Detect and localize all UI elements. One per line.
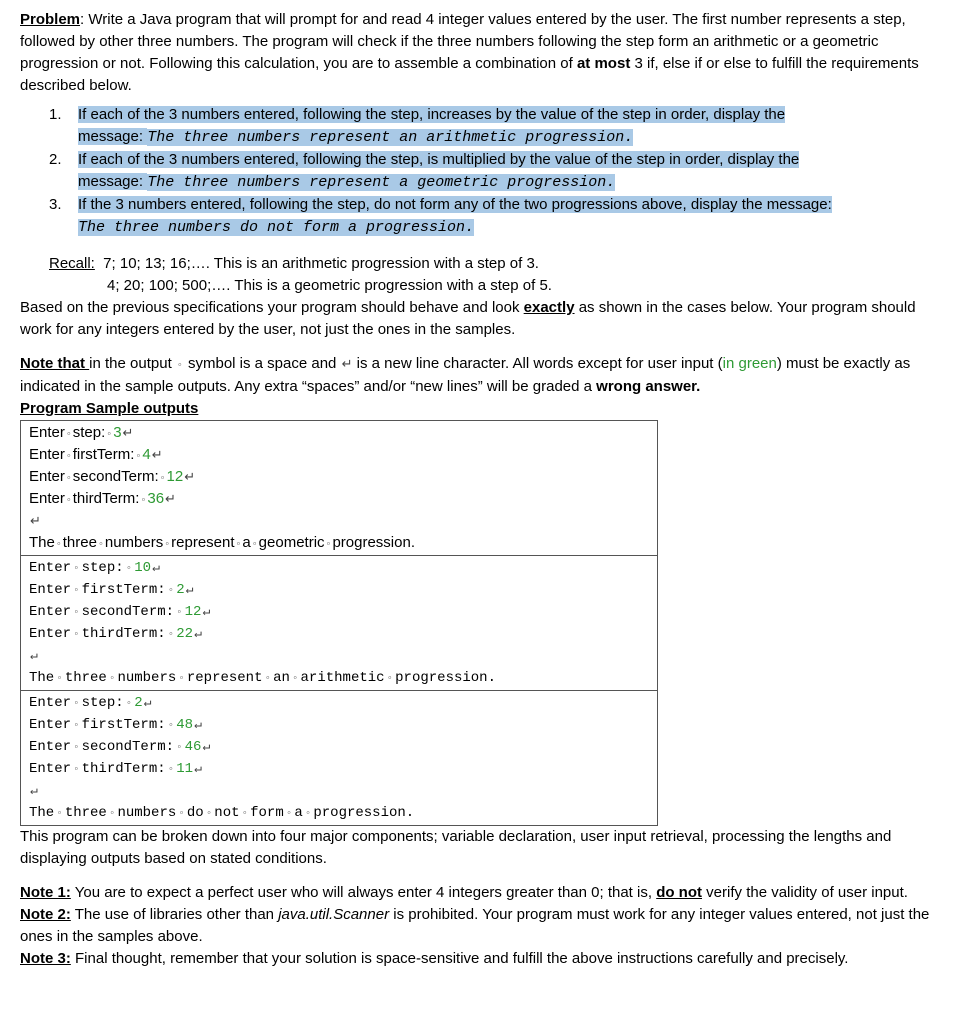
requirement-msg-prefix: message: <box>78 128 148 145</box>
space-symbol-icon: ◦ <box>177 359 182 371</box>
recall-line-1: 7; 10; 13; 16;…. This is an arithmetic progression with a step of 3. <box>103 255 539 272</box>
newline-symbol-icon: ↵ <box>30 648 38 663</box>
space-symbol-icon: ◦ <box>136 450 141 462</box>
newline-symbol-icon: ↵ <box>184 469 196 484</box>
space-symbol-icon: ◦ <box>66 494 71 506</box>
note-3-paragraph <box>20 948 935 970</box>
prompt-line <box>29 714 657 736</box>
space-symbol-icon: ◦ <box>73 698 80 710</box>
prompt-label: Enter ◦ firstTerm: <box>29 717 166 733</box>
requirement-number: 2. <box>49 151 62 168</box>
requirement-text: If each of the 3 numbers entered, following the step, increases by the value of the step in order, display the <box>78 106 786 123</box>
space-symbol-icon: ◦ <box>386 673 394 685</box>
requirement-item <box>20 194 935 239</box>
note-3-text: Final thought, remember that your solution is space-sensitive and fulfill the above instructions carefully and precisely. <box>70 950 849 967</box>
user-input-value: 12 <box>184 604 202 620</box>
user-input-value: 12 <box>166 468 184 485</box>
newline-symbol-icon: ↵ <box>185 582 194 597</box>
note-that-text-3: is a new line character. All words except for user input ( <box>352 355 723 372</box>
note-1-text: You are to expect a perfect user who will always enter 4 integers greater than 0; that is, <box>70 884 657 901</box>
prompt-label: Enter ◦ step: <box>29 424 106 441</box>
newline-symbol-icon: ↵ <box>194 626 202 641</box>
space-symbol-icon: ◦ <box>264 673 272 685</box>
based-on-text-end: as shown in the cases below. Your program should work for any integers entered by the user, not just the ones in the samples. <box>20 299 916 338</box>
exactly-emphasis: exactly <box>523 299 575 316</box>
result-line: The ◦ three ◦ numbers ◦ do ◦ not ◦ form ◦ a ◦ progression. <box>29 805 415 821</box>
problem-text: : Write a Java program that will prompt for and read 4 integer values entered by the user. The first number represents a step, followed by other three numbers. The program will check if the three numbers following the step form an arithmetic or a geometric progression or not. Following this calculation, you are to assemble a combination of <box>20 11 906 72</box>
library-name: java.util.Scanner <box>278 906 390 923</box>
requirement-message: The three numbers represent an arithmetic progression. <box>147 129 634 146</box>
space-symbol-icon: ◦ <box>167 585 175 597</box>
space-symbol-icon: ◦ <box>98 538 103 550</box>
space-symbol-icon: ◦ <box>73 720 80 732</box>
requirement-text: If each of the 3 numbers entered, following the step, is multiplied by the value of the step in order, display the <box>78 151 800 168</box>
document-page <box>20 9 935 970</box>
newline-symbol-icon: ↵ <box>152 560 160 575</box>
result-line: The ◦ three ◦ numbers ◦ represent ◦ an ◦ arithmetic ◦ progression. <box>29 670 496 686</box>
space-symbol-icon: ◦ <box>125 563 133 575</box>
prompt-line <box>29 422 657 444</box>
space-symbol-icon: ◦ <box>176 742 183 754</box>
requirements-list <box>20 104 935 239</box>
user-input-value: 48 <box>176 717 194 733</box>
space-symbol-icon: ◦ <box>160 472 165 484</box>
prompt-line <box>29 601 657 623</box>
prompt-line <box>29 736 657 758</box>
sample-outputs-title: Program Sample outputs <box>20 400 199 417</box>
space-symbol-icon: ◦ <box>167 764 175 776</box>
requirement-number: 3. <box>49 196 62 213</box>
space-symbol-icon: ◦ <box>56 538 61 550</box>
prompt-line <box>29 579 657 601</box>
sample-case <box>21 690 657 825</box>
space-symbol-icon: ◦ <box>304 808 312 820</box>
space-symbol-icon: ◦ <box>125 698 133 710</box>
note-1-text-end: verify the validity of user input. <box>702 884 908 901</box>
space-symbol-icon: ◦ <box>178 673 185 685</box>
result-line: The ◦ three ◦ numbers ◦ represent ◦ a ◦ geometric ◦ progression. <box>29 534 415 551</box>
requirement-text: If the 3 numbers entered, following the step, do not form any of the two progressions above, display the message: <box>78 196 832 213</box>
prompt-label: Enter ◦ firstTerm: <box>29 582 166 598</box>
note-2-label: Note 2: <box>20 906 71 923</box>
newline-symbol-icon: ↵ <box>194 761 202 776</box>
prompt-label: Enter ◦ thirdTerm: <box>29 626 166 642</box>
recall-line-2: 4; 20; 100; 500;…. This is a geometric progression with a step of 5. <box>107 277 552 294</box>
requirement-item <box>20 104 935 149</box>
space-symbol-icon: ◦ <box>73 629 80 641</box>
problem-label: Problem <box>20 11 81 28</box>
requirement-item <box>20 149 935 194</box>
user-input-value: 46 <box>184 739 202 755</box>
prompt-label: Enter ◦ step: <box>29 560 124 576</box>
note-1-paragraph <box>20 882 935 904</box>
note-2-text-end: is prohibited. Your program must work for any integer values entered, not just the ones in the samples above. <box>20 906 930 945</box>
wrong-answer-bold: wrong answer. <box>596 378 701 395</box>
prompt-label: Enter ◦ secondTerm: <box>29 604 175 620</box>
space-symbol-icon: ◦ <box>108 673 116 685</box>
note-that-text-2: symbol is a space and <box>183 355 341 372</box>
space-symbol-icon: ◦ <box>167 629 175 641</box>
prompt-line <box>29 488 657 510</box>
prompt-line <box>29 758 657 780</box>
user-input-value: 3 <box>113 424 122 441</box>
prompt-label: Enter ◦ firstTerm: <box>29 446 135 463</box>
note-3-label: Note 3: <box>20 950 71 967</box>
newline-symbol-icon: ↵ <box>30 783 38 798</box>
prompt-label: Enter ◦ secondTerm: <box>29 468 159 485</box>
note-that-paragraph <box>20 353 935 398</box>
do-not-emphasis: do not <box>656 884 703 901</box>
newline-symbol-icon: ↵ <box>143 695 152 710</box>
space-symbol-icon: ◦ <box>66 450 71 462</box>
space-symbol-icon: ◦ <box>205 808 213 820</box>
user-input-value: 36 <box>147 490 165 507</box>
space-symbol-icon: ◦ <box>241 808 249 820</box>
requirement-msg-prefix: message: <box>78 173 148 190</box>
note-2-paragraph <box>20 904 935 948</box>
user-input-value: 4 <box>142 446 151 463</box>
prompt-line <box>29 623 657 645</box>
user-input-value: 2 <box>134 695 143 711</box>
newline-symbol-icon: ↵ <box>30 513 41 528</box>
space-symbol-icon: ◦ <box>141 494 146 506</box>
newline-symbol-icon: ↵ <box>202 739 211 754</box>
note-that-text-1: in the output <box>89 355 176 372</box>
space-symbol-icon: ◦ <box>291 673 299 685</box>
user-input-value: 22 <box>176 626 194 642</box>
sample-outputs-table <box>20 420 658 826</box>
requirement-number: 1. <box>49 106 62 123</box>
blank-line <box>29 510 657 532</box>
prompt-label: Enter ◦ thirdTerm: <box>29 490 140 507</box>
space-symbol-icon: ◦ <box>66 472 71 484</box>
blank-line <box>29 645 657 667</box>
prompt-label: Enter ◦ thirdTerm: <box>29 761 166 777</box>
sample-case <box>21 421 657 555</box>
prompt-line <box>29 557 657 579</box>
problem-paragraph <box>20 9 935 97</box>
based-on-paragraph <box>20 297 935 341</box>
prompt-line <box>29 466 657 488</box>
prompt-label: Enter ◦ secondTerm: <box>29 739 175 755</box>
components-paragraph: This program can be broken down into four major components; variable declaration, user input retrieval, processing the lengths and displaying outputs based on stated conditions. <box>20 828 892 867</box>
space-symbol-icon: ◦ <box>73 764 80 776</box>
space-symbol-icon: ◦ <box>73 742 80 754</box>
green-legend: in green <box>722 355 777 372</box>
note-2-text: The use of libraries other than <box>70 906 279 923</box>
space-symbol-icon: ◦ <box>73 563 80 575</box>
space-symbol-icon: ◦ <box>176 607 183 619</box>
space-symbol-icon: ◦ <box>285 808 293 820</box>
user-input-value: 11 <box>176 761 194 777</box>
space-symbol-icon: ◦ <box>236 538 241 550</box>
prompt-line <box>29 692 657 714</box>
recall-label: Recall: <box>49 255 95 272</box>
recall-block <box>20 253 935 297</box>
newline-symbol-icon: ↵ <box>194 717 202 732</box>
space-symbol-icon: ◦ <box>108 808 116 820</box>
sample-case <box>21 555 657 690</box>
prompt-label: Enter ◦ step: <box>29 695 124 711</box>
space-symbol-icon: ◦ <box>107 428 112 440</box>
space-symbol-icon: ◦ <box>165 538 170 550</box>
space-symbol-icon: ◦ <box>178 808 185 820</box>
space-symbol-icon: ◦ <box>326 538 331 550</box>
newline-symbol-icon: ↵ <box>165 491 176 506</box>
requirement-message: The three numbers do not form a progression. <box>78 219 475 236</box>
space-symbol-icon: ◦ <box>167 720 175 732</box>
user-input-value: 10 <box>134 560 152 576</box>
space-symbol-icon: ◦ <box>73 585 80 597</box>
space-symbol-icon: ◦ <box>73 607 80 619</box>
newline-symbol-icon: ↵ <box>341 356 353 371</box>
requirement-message: The three numbers represent a geometric progression. <box>147 174 616 191</box>
newline-symbol-icon: ↵ <box>202 604 211 619</box>
based-on-text: Based on the previous specifications your program should behave and look <box>20 299 524 316</box>
space-symbol-icon: ◦ <box>66 428 71 440</box>
note-that-text-4: ) must be exactly as indicated in the sample outputs. Any extra “spaces” and/or “new lines” will be graded a <box>20 355 911 395</box>
note-that-label: Note that <box>20 355 90 372</box>
newline-symbol-icon: ↵ <box>122 425 134 440</box>
space-symbol-icon: ◦ <box>252 538 257 550</box>
newline-symbol-icon: ↵ <box>151 447 163 462</box>
space-symbol-icon: ◦ <box>56 808 63 820</box>
blank-line <box>29 780 657 802</box>
problem-bold: at most <box>576 55 631 72</box>
problem-text-end: 3 if, else if or else to fulfill the requirements described below. <box>20 55 919 94</box>
prompt-line <box>29 444 657 466</box>
space-symbol-icon: ◦ <box>56 673 63 685</box>
note-1-label: Note 1: <box>20 884 71 901</box>
user-input-value: 2 <box>176 582 185 598</box>
